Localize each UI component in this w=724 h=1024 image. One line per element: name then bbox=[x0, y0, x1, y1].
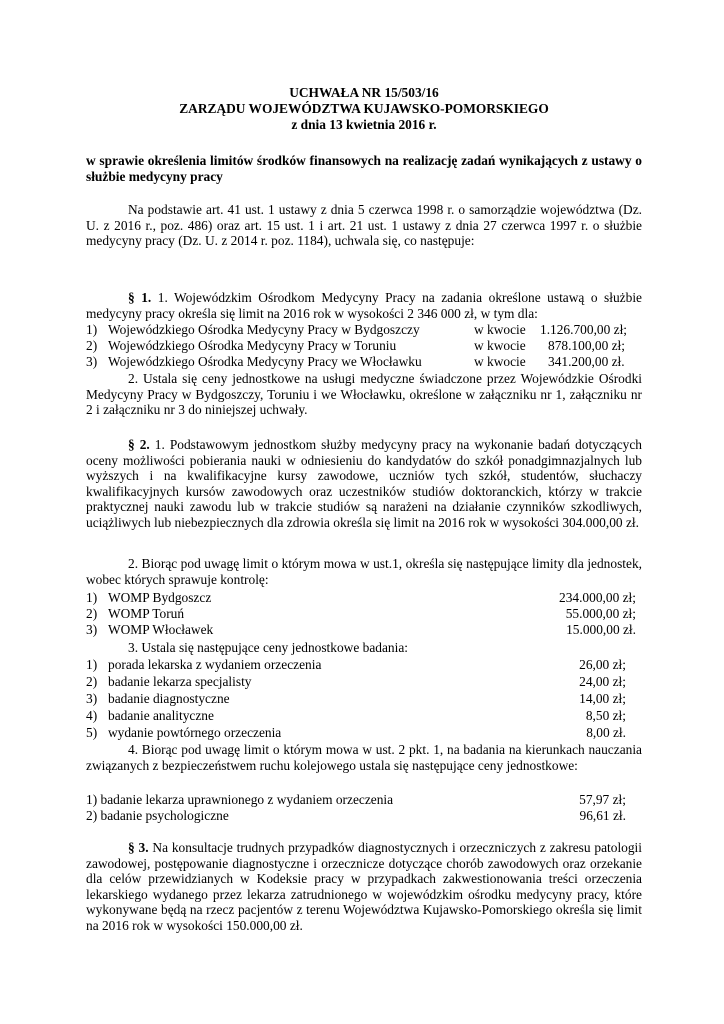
rail-price-row bbox=[86, 792, 642, 808]
womp-limit-row bbox=[86, 338, 642, 354]
item-amount: 8,00 zł. bbox=[586, 725, 626, 740]
item-number: 2) bbox=[86, 338, 98, 353]
item-number: 2) bbox=[86, 674, 98, 689]
item-amount: 24,00 zł; bbox=[579, 674, 626, 689]
item-name: Wojewódzkiego Ośrodka Medycyny Pracy w Toruniu bbox=[108, 338, 397, 353]
section-2-para-3: 3. Ustala się następujące ceny jednostkowe badania: bbox=[128, 640, 408, 655]
section-3 bbox=[86, 840, 642, 934]
item-prefix: w kwocie bbox=[474, 338, 526, 353]
item-prefix: w kwocie bbox=[474, 322, 526, 337]
item-name: badanie lekarza specjalisty bbox=[108, 674, 252, 689]
section-2-para-1 bbox=[86, 437, 642, 531]
section-2-para-1-text: 1. Podstawowym jednostkom służby medycyny pracy na wykonanie badań dotyczących oceny możliwości pobierania nauki w odniesieniu do kandydatów do szkół ponadgimnazjalnych lub wyższych i na kwalifikacyjne kursy zawodowe, uczniów tych szkół, studentów, słuchaczy kwalifikacyjnych kursów zawodowych oraz uczestników studiów doktoranckich, którzy w trakcie praktycznej nauki zawodu lub w trakcie studiów są narażeni na działanie czynników szkodliwych, uciążliwych lub niebezpiecznych dla zdrowia określa się limit na 2016 rok w wysokości 304.000,00 zł. bbox=[86, 437, 642, 530]
section-3-text: Na konsultacje trudnych przypadków diagnostycznych i orzeczniczych z zakresu patologii zawodowej, postępowanie diagnostyczne i orzecznicze dotyczące chorób zawodowych oraz orzekanie dla celów przewidzianych w Kodeksie pracy w przypadkach zakwestionowania treści orzeczenia lekarskiego wydanego przez lekarza zatrudnionego w wojewódzkim ośrodku medycyny pracy, które wykonywane będą na rzecz pacjentów z terenu Województwa Kujawsko-Pomorskiego określa się limit na 2016 rok w wysokości 150.000,00 zł. bbox=[86, 840, 642, 933]
item-name: Wojewódzkiego Ośrodka Medycyny Pracy we Włocławku bbox=[108, 354, 422, 369]
item-number: 4) bbox=[86, 708, 98, 723]
resolution-number: UCHWAŁA NR 15/503/16 bbox=[289, 85, 439, 100]
womp-limit-row bbox=[86, 590, 642, 606]
item-name: WOMP Włocławek bbox=[108, 622, 214, 637]
issuing-body: ZARZĄDU WOJEWÓDZTWA KUJAWSKO-POMORSKIEGO bbox=[179, 101, 549, 116]
womp-limit-row bbox=[86, 606, 642, 622]
item-amount: 234.000,00 zł; bbox=[559, 590, 636, 605]
item-number: 3) bbox=[86, 691, 98, 706]
womp-limit-row bbox=[86, 322, 642, 338]
item-number: 1) bbox=[86, 590, 98, 605]
womp-limit-row bbox=[86, 622, 642, 638]
section-2-para-2: 2. Biorąc pod uwagę limit o którym mowa w ust.1, określa się następujące limity dla jednostek, wobec których sprawuje kontrolę: bbox=[86, 556, 642, 587]
item-name: Wojewódzkiego Ośrodka Medycyny Pracy w Bydgoszczy bbox=[108, 322, 420, 337]
price-row bbox=[86, 691, 642, 707]
item-amount: 1.126.700,00 zł; bbox=[540, 322, 628, 337]
item-name: 2) badanie psychologiczne bbox=[86, 808, 229, 823]
item-amount: 57,97 zł; bbox=[579, 792, 626, 807]
resolution-subject: w sprawie określenia limitów środków finansowych na realizację zadań wynikających z ustawy o służbie medycyny pracy bbox=[86, 153, 642, 184]
item-amount: 878.100,00 zł; bbox=[548, 338, 625, 353]
item-amount: 55.000,00 zł; bbox=[565, 606, 636, 621]
item-name: wydanie powtórnego orzeczenia bbox=[108, 725, 282, 740]
price-row bbox=[86, 657, 642, 673]
section-3-mark: § 3. bbox=[128, 840, 149, 855]
section-1-para-1 bbox=[86, 290, 642, 321]
item-number: 3) bbox=[86, 354, 98, 369]
item-amount: 26,00 zł; bbox=[579, 657, 626, 672]
price-row bbox=[86, 725, 642, 741]
section-2-mark: § 2. bbox=[128, 437, 150, 452]
price-row bbox=[86, 674, 642, 690]
item-number: 5) bbox=[86, 725, 98, 740]
item-number: 1) bbox=[86, 657, 98, 672]
item-prefix: w kwocie bbox=[474, 354, 526, 369]
item-amount: 15.000,00 zł. bbox=[566, 622, 636, 637]
section-2-para-4: 4. Biorąc pod uwagę limit o którym mowa w ust. 2 pkt. 1, na badania na kierunkach nauczania związanych z bezpieczeństwem ruchu kolejowego ustala się następujące ceny jednostkowe: bbox=[86, 742, 642, 773]
item-number: 2) bbox=[86, 606, 98, 621]
section-1-para-1-text: 1. Wojewódzkim Ośrodkom Medycyny Pracy na zadania określone ustawą o służbie medycyny pracy określa się limit na 2016 rok w wysokości 2 346 000 zł, w tym dla: bbox=[86, 290, 642, 321]
item-name: 1) badanie lekarza uprawnionego z wydaniem orzeczenia bbox=[86, 792, 394, 807]
item-amount: 341.200,00 zł. bbox=[548, 354, 625, 369]
item-amount: 8,50 zł; bbox=[585, 708, 626, 723]
womp-limit-row bbox=[86, 354, 642, 370]
price-row bbox=[86, 708, 642, 724]
item-name: porada lekarska z wydaniem orzeczenia bbox=[108, 657, 322, 672]
item-name: badanie diagnostyczne bbox=[108, 691, 230, 706]
item-name: WOMP Bydgoszcz bbox=[108, 590, 212, 605]
section-1-para-2: 2. Ustala się ceny jednostkowe na usługi medyczne świadczone przez Wojewódzkie Ośrodki Medycyny Pracy w Bydgoszczy, Toruniu i we Włocławku, określone w załączniku nr 1, załączniku nr 2 i załączniku nr 3 do niniejszej uchwały. bbox=[86, 371, 642, 418]
section-1-mark: § 1. bbox=[128, 290, 152, 305]
item-number: 1) bbox=[86, 322, 98, 337]
item-number: 3) bbox=[86, 622, 98, 637]
rail-price-row bbox=[86, 808, 642, 824]
item-amount: 14,00 zł; bbox=[579, 691, 626, 706]
resolution-date: z dnia 13 kwietnia 2016 r. bbox=[291, 117, 437, 132]
item-name: badanie analityczne bbox=[108, 708, 214, 723]
preamble: Na podstawie art. 41 ust. 1 ustawy z dnia 5 czerwca 1998 r. o samorządzie województwa (Dz. U. z 2016 r., poz. 486) oraz art. 15 ust. 1 i art. 21 ust. 1 ustawy z dnia 27 czerwca 1997 r. o służbie medycyny pracy (Dz. U. z 2014 r. poz. 1184), uchwala się, co następuje: bbox=[86, 202, 642, 249]
item-amount: 96,61 zł. bbox=[579, 808, 626, 823]
item-name: WOMP Toruń bbox=[108, 606, 185, 621]
